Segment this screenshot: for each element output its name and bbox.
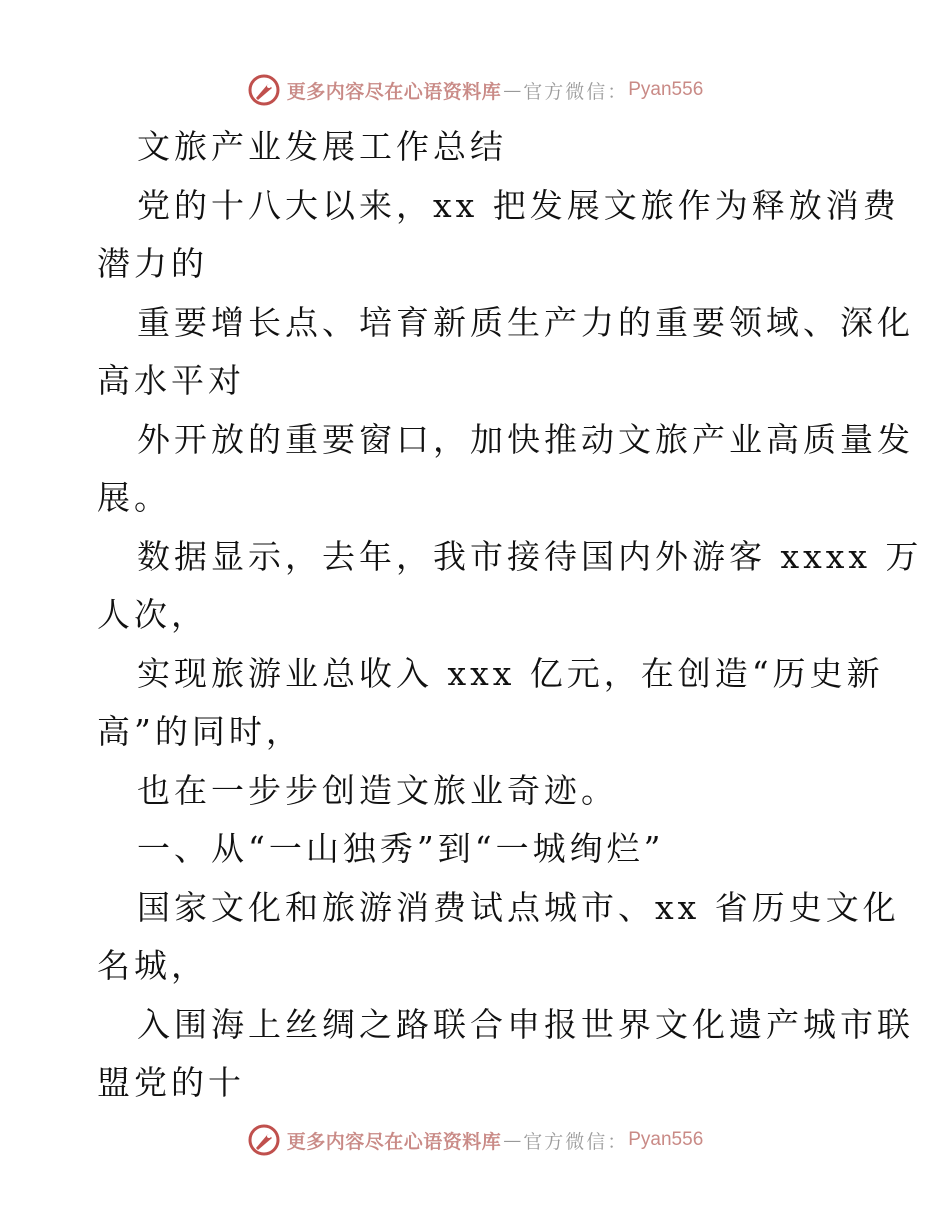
footer-banner xyxy=(0,1120,950,1160)
banner-site-name: 更多内容尽在心语资料库 xyxy=(286,80,502,103)
text-line: 外开放的重要窗口，加快推动文旅产业高质量发 xyxy=(137,419,914,459)
text-line: 实现旅游业总收入 xxx 亿元，在创造“历史新 xyxy=(137,653,884,693)
text-line: 人次， xyxy=(97,595,208,634)
header-banner xyxy=(0,70,950,110)
pen-nib-circle-icon xyxy=(247,1123,281,1157)
pen-nib-circle-icon xyxy=(247,73,281,107)
text-line: 数据显示，去年，我市接待国内外游客 xxxx 万 xyxy=(137,536,923,576)
document-title: 文旅产业发展工作总结 xyxy=(137,127,507,166)
text-line: 高”的同时， xyxy=(97,712,303,751)
text-line: 重要增长点、培育新质生产力的重要领域、深化 xyxy=(137,302,914,342)
text-line: 盟党的十 xyxy=(97,1063,245,1102)
text-line: 展。 xyxy=(97,478,171,517)
banner-dash: — xyxy=(503,1129,522,1151)
document-body xyxy=(97,118,923,1113)
banner-dash: — xyxy=(503,79,522,101)
banner-site-name: 更多内容尽在心语资料库 xyxy=(286,1130,502,1153)
text-line: 入围海上丝绸之路联合申报世界文化遗产城市联 xyxy=(137,1004,914,1044)
text-line: 名城， xyxy=(97,946,208,985)
banner-wechat-id: Pyan556 xyxy=(628,79,704,100)
text-line: 潜力的 xyxy=(97,244,208,283)
text-line: 也在一步步创造文旅业奇迹。 xyxy=(137,770,618,810)
text-line: 一、从“一山独秀”到“一城绚烂” xyxy=(137,829,665,868)
text-line: 国家文化和旅游消费试点城市、xx 省历史文化 xyxy=(137,887,900,927)
banner-wechat-label: 官方微信： xyxy=(523,1130,629,1153)
text-line: 党的十八大以来，xx 把发展文旅作为释放消费 xyxy=(137,185,900,225)
banner-wechat-id: Pyan556 xyxy=(628,1129,704,1150)
text-line: 高水平对 xyxy=(97,361,245,400)
banner-wechat-label: 官方微信： xyxy=(523,80,629,103)
